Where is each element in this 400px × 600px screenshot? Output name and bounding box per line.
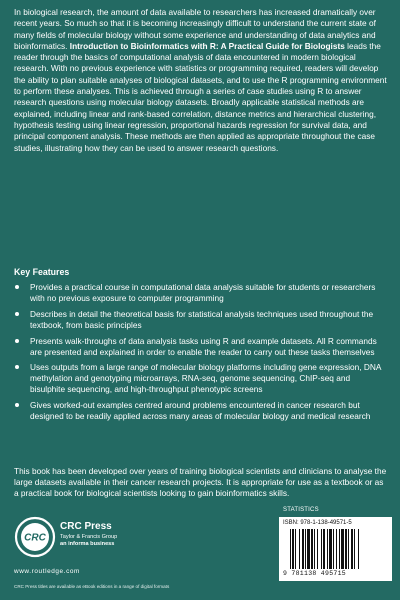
intro-paragraph: [14, 7, 388, 154]
barcode-bar: [327, 529, 328, 569]
barcode-bar: [336, 529, 337, 569]
crc-press-logo-icon: [14, 516, 56, 558]
feature-text: Describes in detail the theoretical basis for statistical analysis techniques used throughout the textbook, from basic principles: [30, 308, 374, 330]
feature-item: [14, 400, 386, 422]
bullet-icon: [15, 339, 19, 343]
bullet-icon: [15, 403, 19, 407]
key-features-list: [14, 282, 386, 427]
barcode-bar: [329, 529, 332, 569]
publisher-group: Taylor & Francis Group: [60, 534, 118, 540]
barcode-bar: [302, 529, 304, 569]
barcode-bar: [314, 529, 315, 569]
feature-text: Provides a practical course in computational data analysis suitable for students or researchers with no previous exposure to computer programming: [30, 282, 376, 303]
barcode-bar: [323, 529, 325, 569]
intro-text-start: In biological research, the amount of data available to researchers has increased dramatically over recent years. So much so that it is becoming increasingly difficult to understand the current state of many fields of molecular biology without some experience and understanding of data analytics and bioinformatics.: [14, 7, 376, 51]
barcode-box: [279, 517, 392, 581]
book-title: Introduction to Bioinformatics with R: A Practical Guide for Biologists: [69, 40, 345, 51]
feature-item: [14, 282, 386, 304]
barcode-bar: [292, 529, 294, 569]
barcode-bar: [311, 529, 313, 569]
barcode-bar: [317, 529, 318, 569]
barcode-bar: [354, 529, 355, 569]
barcode-digits: 9 781138 495715: [283, 570, 347, 577]
bullet-icon: [15, 365, 19, 369]
feature-text: Uses outputs from a large range of molecular biology platforms including gene expression, DNA methylation and genotyping microarrays, RNA-seq, genome sequencing, ChIP-seq and bisulphite sequencing, and high-throughput phenotypic screens: [30, 362, 381, 395]
ebook-note: CRC Press titles are available as eBook editions in a range of digital formats: [14, 584, 170, 589]
barcode-bar: [345, 529, 347, 569]
barcode-bar: [321, 529, 322, 569]
barcode-bar: [295, 529, 296, 569]
barcode-bar: [305, 529, 306, 569]
barcode-bar: [339, 529, 340, 569]
key-features-heading: Key Features: [14, 267, 70, 277]
publisher-name: CRC Press: [60, 521, 112, 532]
logo-text: CRC: [24, 532, 46, 544]
feature-item: [14, 309, 386, 331]
feature-text: Gives worked-out examples centred around problems encountered in cancer research but designed to be readily applied across many areas of molecular biology and medical research: [30, 400, 371, 422]
barcode-bar: [290, 529, 291, 569]
bullet-icon: [15, 312, 19, 316]
feature-item: [14, 362, 386, 395]
barcode-bar: [299, 529, 300, 569]
barcode-bar: [333, 529, 334, 569]
barcode-bar: [358, 529, 359, 569]
barcode-bar: [341, 529, 344, 569]
publisher-business: an informa business: [60, 541, 115, 547]
barcode-bar: [348, 529, 349, 569]
isbn-label: ISBN: 978-1-138-49571-5: [283, 520, 352, 526]
barcode-bar: [351, 529, 353, 569]
feature-text: Presents walk-throughs of data analysis tasks using R and example datasets. All R commands are presented and explained in order to enable the reader to carry out these tasks themselves: [30, 335, 377, 357]
intro-text-end: leads the reader through the basics of computational analysis of data encountered in modern biological research. With no previous experience with statistics or programming required, readers will develop the ability to plan suitable analyses of biological datasets, and to use the R programming environment to perform these analyses. This is achieved through a series of case studies using R to answer research questions using molecular biology datasets. Broadly applicable statistical methods are explained, including linear and rank-based correlation, distance metrics and hierarchical clustering, hypothesis testing using linear regression, proportional hazards regression for survival data, and principal component analysis. These methods are then applied as appropriate throughout the case studies, illustrating how they can be used to answer research questions.: [14, 40, 387, 153]
bullet-icon: [15, 285, 19, 289]
publisher-url: www.routledge.com: [14, 568, 80, 575]
feature-item: [14, 336, 386, 358]
category-label: STATISTICS: [283, 507, 319, 513]
barcode-icon: [289, 529, 383, 569]
barcode-bar: [307, 529, 310, 569]
closing-paragraph: This book has been developed over years of training biological scientists and clinicians to analyse the large datasets available in their cancer research projects. It is appropriate for use as a textbook or as a practical book for biological scientists looking to gain bioinformatics skills.: [14, 466, 387, 499]
